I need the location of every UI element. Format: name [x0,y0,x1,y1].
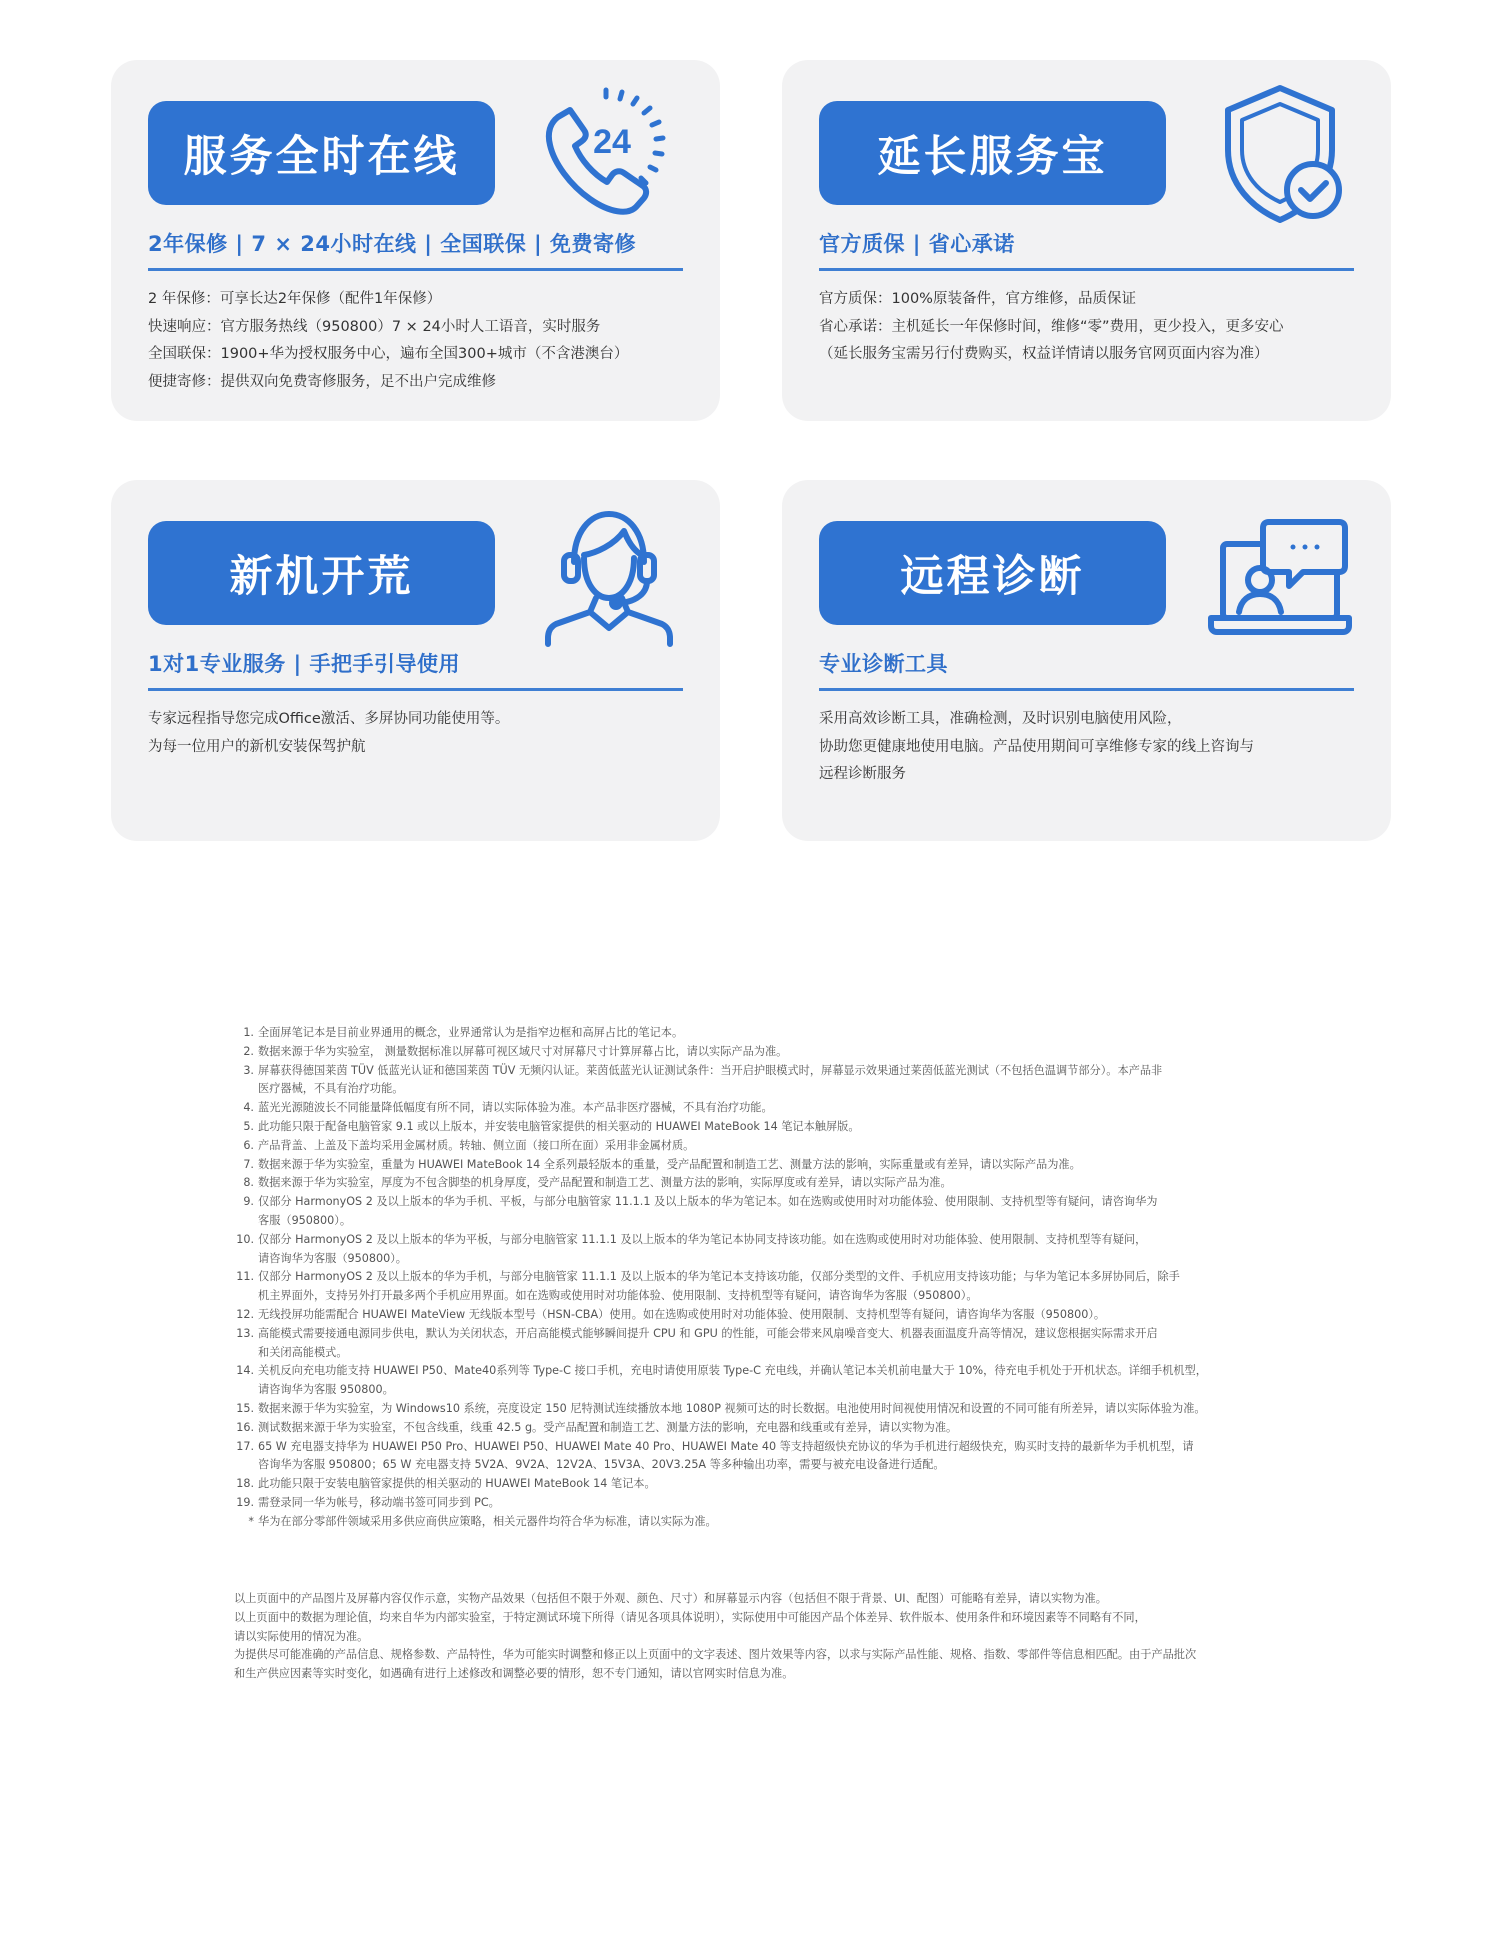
service-card-extended [782,60,1391,421]
footnote-text: 数据来源于华为实验室， 测量数据标准以屏幕可视区域尺寸对屏幕尺寸计算屏幕占比，请以实际产品为准。 [258,1044,788,1058]
footnote-number: 16. [236,1420,254,1434]
disclaimer-line: 为提供尽可能准确的产品信息、规格参数、产品特性，华为可能实时调整和修正以上页面中的文字表述、图片效果等内容，以求与实际产品性能、规格、指数、零部件等信息相匹配。由于产品批次 [234,1648,1197,1662]
footnote [234,1231,1334,1269]
disclaimer-line: 以上页面中的数据为理论值，均来自华为内部实验室，于特定测试环境下所得（请见各项具体说明），实际使用中可能因产品个体差异、软件版本、使用条件和环境因素等不同略有不同， [234,1610,1146,1624]
card-description [148,286,700,396]
footnote [234,1419,1334,1438]
footnote-text: 数据来源于华为实验室，重量为 HUAWEI MateBook 14 全系列最轻版本的重量，受产品配置和制造工艺、测量方法的影响，实际重量或有差异，请以实际产品为准。 [258,1157,1081,1171]
card-title: 延长服务宝 [819,101,1166,205]
footnote-number: 2. [243,1044,254,1058]
footnote [234,1494,1334,1513]
service-card-newdevice [111,480,720,841]
footnote-number: 18. [236,1477,254,1491]
footnote-text: 蓝光光源随波长不同能量降低幅度有所不同，请以实际体验为准。本产品非医疗器械，不具有治疗功能。 [258,1101,773,1115]
disclaimer-line: 请以实际使用的情况为准。 [234,1629,369,1643]
footnotes [234,1024,1334,1532]
footnote-number: 15. [236,1401,254,1415]
shield-check-icon [1205,80,1355,230]
footnote [234,1099,1334,1118]
footnote-number: 9. [243,1195,254,1209]
desc-line: 便捷寄修：提供双向免费寄修服务，足不出户完成维修 [148,373,496,390]
desc-line: 官方质保：100%原装备件，官方维修，品质保证 [819,291,1136,307]
desc-line: 为每一位用户的新机安装保驾护航 [148,738,366,755]
footnote-text: 此功能只限于安装电脑管家提供的相关驱动的 HUAWEI MateBook 14 笔记本。 [258,1477,656,1491]
card-title: 服务全时在线 [148,101,495,205]
footnote-number: 3. [243,1063,254,1077]
disclaimer-line: 和生产供应因素等实时变化，如遇确有进行上述修改和调整必要的情形，恕不专门通知，请以官网实时信息为准。 [234,1667,794,1681]
desc-line: 2 年保修：可享长达2年保修（配件1年保修） [148,291,442,307]
footnote-text: 数据来源于华为实验室，厚度为不包含脚垫的机身厚度，受产品配置和制造工艺、测量方法的影响，实际厚度或有差异，请以实际产品为准。 [258,1176,952,1190]
desc-line: 全国联保：1900+华为授权服务中心，遍布全国300+城市（不含港澳台） [148,346,629,362]
card-title: 远程诊断 [819,521,1166,625]
footnote-number: 7. [243,1157,254,1171]
footnote-text: 65 W 充电器支持华为 HUAWEI P50 Pro、HUAWEI P50、HUAWEI Mate 40 Pro、HUAWEI Mate 40 等支持超级快充协议的华为手机进行超级快充，购买时支持的最新华为手机机型，请 咨询华为客服 950800；65 W 充电器支持 5V2A、9V2A、12V2A、15V3A、20V3.25A 等多种输出功率，需要与被充电设备进行适配。 [258,1439,1194,1472]
footnote-number: 12. [236,1307,254,1321]
divider [819,688,1354,691]
footnote-text: 此功能只限于配备电脑管家 9.1 或以上版本，并安装电脑管家提供的相关驱动的 HUAWEI MateBook 14 笔记本触屏版。 [258,1119,860,1133]
footnote [234,1024,1334,1043]
card-description [819,286,1371,369]
footnote [234,1438,1334,1476]
footnote-number: 17. [236,1439,254,1453]
card-description [148,706,700,761]
divider [148,268,683,271]
footnote-text: 华为在部分零部件领域采用多供应商供应策略，相关元器件均符合华为标准，请以实际为准。 [258,1514,717,1528]
footnote [234,1062,1334,1100]
desc-line: 协助您更健康地使用电脑。产品使用期间可享维修专家的线上咨询与 [819,738,1254,755]
footnote-number: 13. [236,1326,254,1340]
service-card-online [111,60,720,421]
footnote [234,1400,1334,1419]
footnote-text: 无线投屏功能需配合 HUAWEI MateView 无线版本型号（HSN-CBA）使用。如在选购或使用时对功能体验、使用限制、支持机型等有疑问，请咨询华为客服（950800）。 [258,1307,1106,1321]
card-subtitle: 官方质保 | 省心承诺 [819,232,1015,256]
footnote-number: 4. [243,1101,254,1115]
footnote-text: 需登录同一华为帐号，移动端书签可同步到 PC。 [258,1495,500,1509]
footnote-number: 19. [236,1495,254,1509]
disclaimer-line: 以上页面中的产品图片及屏幕内容仅作示意，实物产品效果（包括但不限于外观、颜色、尺寸）和屏幕显示内容（包括但不限于背景、UI、配图）可能略有差异，请以实物为准。 [234,1592,1107,1605]
footnote [234,1362,1334,1400]
footnote-text: 全面屏笔记本是目前业界通用的概念，业界通常认为是指窄边框和高屏占比的笔记本。 [258,1026,684,1039]
desc-line: 采用高效诊断工具，准确检测，及时识别电脑使用风险， [819,711,1182,727]
laptop-chat-icon [1205,500,1355,650]
footnote-number: * [248,1514,254,1528]
footnote [234,1156,1334,1175]
card-subtitle: 1对1专业服务 | 手把手引导使用 [148,652,461,676]
footnote-number: 6. [243,1138,254,1152]
footnote [234,1174,1334,1193]
desc-line: （延长服务宝需另行付费购买，权益详情请以服务官网页面内容为准） [819,346,1269,362]
footnote-number: 1. [243,1026,254,1039]
service-card-remote [782,480,1391,841]
footnote-text: 仅部分 HarmonyOS 2 及以上版本的华为手机、平板，与部分电脑管家 11.1.1 及以上版本的华为笔记本。如在选购或使用时对功能体验、使用限制、支持机型等有疑问，请咨询华为 客服（950800）。 [258,1195,1158,1227]
card-description [819,706,1371,789]
footnote-text: 仅部分 HarmonyOS 2 及以上版本的华为平板，与部分电脑管家 11.1.1 及以上版本的华为笔记本协同支持该功能。如在选购或使用时对功能体验、使用限制、支持机型等有疑问， 请咨询华为客服（950800）。 [258,1232,1147,1265]
footnote-number: 11. [236,1270,254,1284]
footnote-text: 数据来源于华为实验室，为 Windows10 系统，亮度设定 150 尼特测试连续播放本地 1080P 视频可达的时长数据。电池使用时间视使用情况和设置的不同可能有所差异，请以实际体验为准。 [258,1401,1206,1415]
footnote [234,1137,1334,1156]
divider [819,268,1354,271]
footnote [234,1268,1334,1306]
footnote [234,1325,1334,1363]
desc-line: 快速响应：官方服务热线（950800）7 × 24小时人工语音，实时服务 [148,318,601,335]
footnote-text: 测试数据来源于华为实验室，不包含线重，线重 42.5 g。受产品配置和制造工艺、测量方法的影响，充电器和线重或有差异，请以实物为准。 [258,1420,958,1434]
card-title: 新机开荒 [148,521,495,625]
divider [148,688,683,691]
footnote [234,1513,1334,1532]
footnote [234,1043,1334,1062]
footnote-number: 5. [243,1119,254,1133]
phone-24-icon [534,80,684,230]
card-subtitle: 专业诊断工具 [819,652,948,676]
footnote [234,1306,1334,1325]
footnote [234,1475,1334,1494]
desc-line: 远程诊断服务 [819,766,906,782]
footnote-number: 14. [236,1364,254,1378]
card-subtitle: 2年保修 | 7 × 24小时在线 | 全国联保 | 免费寄修 [148,232,637,256]
footnote [234,1193,1334,1231]
footnote-text: 产品背盖、上盖及下盖均采用金属材质。转轴、侧立面（接口所在面）采用非金属材质。 [258,1138,695,1152]
footnote-text: 仅部分 HarmonyOS 2 及以上版本的华为手机，与部分电脑管家 11.1.1 及以上版本的华为笔记本支持该功能，仅部分类型的文件、手机应用支持该功能；与华为笔记本多屏协同后，除手 机主界面外，支持另外打开最多两个手机应用界面。如在选购或使用时对功能体验、使用限制、支持机型等有疑问，请咨询华为客服（950800）。 [258,1270,1180,1303]
footnote-number: 8. [243,1176,254,1190]
disclaimer [234,1590,1334,1684]
desc-line: 省心承诺：主机延长一年保修时间，维修“零”费用，更少投入，更多安心 [819,318,1284,335]
footnote-text: 高能模式需要接通电源同步供电，默认为关闭状态，开启高能模式能够瞬间提升 CPU 和 GPU 的性能，可能会带来风扇噪音变大、机器表面温度升高等情况，建议您根据实际需求开启 和关闭高能模式。 [258,1326,1158,1359]
footnote-number: 10. [236,1232,254,1246]
footnote-text: 屏幕获得德国莱茵 TÜV 低蓝光认证和德国莱茵 TÜV 无频闪认证。莱茵低蓝光认证测试条件：当开启护眼模式时，屏幕显示效果通过莱茵低蓝光测试（不包括色温调节部分）。本产品非 医疗器械，不具有治疗功能。 [258,1063,1163,1096]
footnote-text: 关机反向充电功能支持 HUAWEI P50、Mate40系列等 Type-C 接口手机，充电时请使用原装 Type-C 充电线，并确认笔记本关机前电量大于 10%，待充电手机处于开机状态。详细手机机型， 请咨询华为客服 950800。 [258,1364,1207,1397]
headset-agent-icon [534,500,684,650]
svg-text:24: 24 [593,123,631,161]
desc-line: 专家远程指导您完成Office激活、多屏协同功能使用等。 [148,711,510,727]
footnote [234,1118,1334,1137]
